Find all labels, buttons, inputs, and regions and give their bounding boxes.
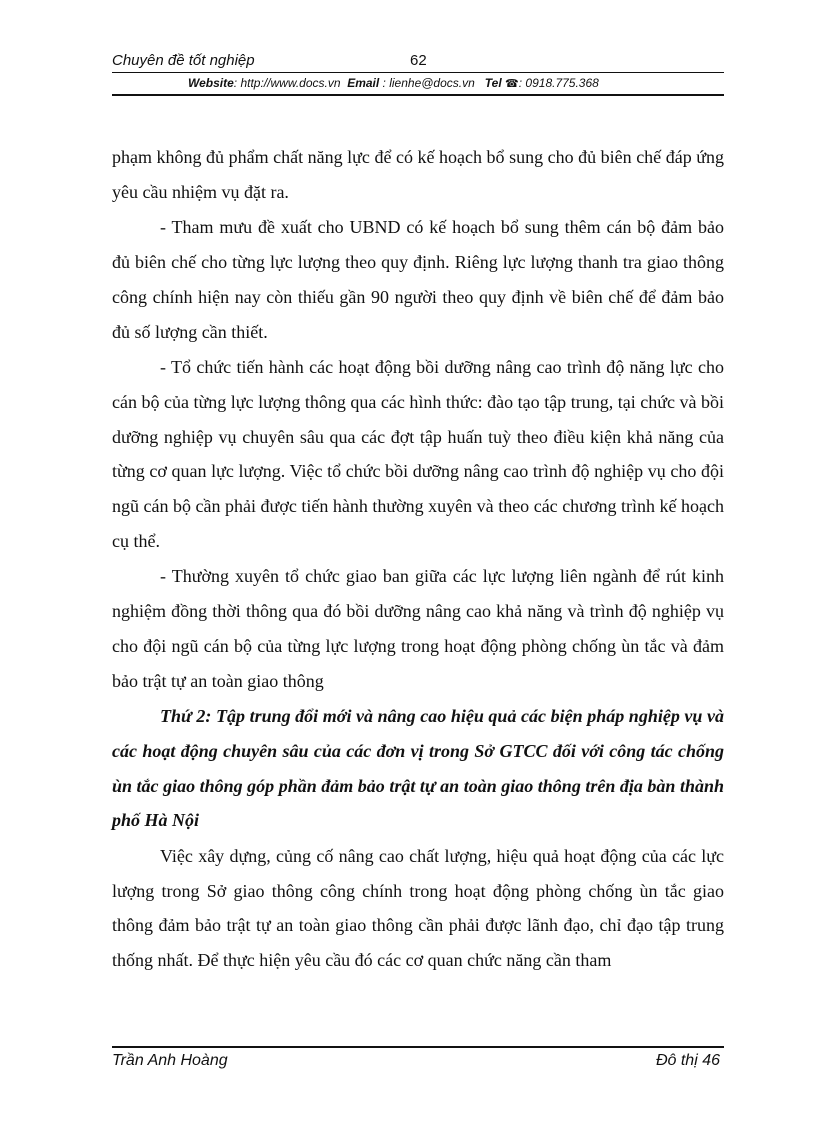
header-divider-bottom xyxy=(112,94,724,96)
page-number: 62 xyxy=(410,52,427,69)
footer-author: Trần Anh Hoàng xyxy=(112,1052,228,1069)
email-link[interactable]: : lienhe@docs.vn xyxy=(382,76,475,90)
email-label: Email xyxy=(347,76,380,90)
website-link[interactable]: : http://www.docs.vn xyxy=(233,76,341,90)
header-title: Chuyên đề tốt nghiệp xyxy=(112,52,255,69)
paragraph: - Tổ chức tiến hành các hoạt động bồi dưỡng nâng cao trình độ năng lực cho cán bộ của từng lực lượng thông qua các hình thức: đào tạo tập trung, tại chức và bồi dưỡng nghiệp vụ chuyên sâu qua các đợt tập huấn tuỳ theo điều kiện khả năng của từng cơ quan lực lượng. Việc tổ chức bồi dưỡng nâng cao trình độ nghiệp vụ cho đội ngũ cán bộ cần phải được tiến hành thường xuyên và theo các chương trình kế hoạch cụ thể. xyxy=(112,357,724,551)
website-label: Website xyxy=(188,76,234,90)
document-body xyxy=(112,140,724,978)
paragraph: Việc xây dựng, củng cố nâng cao chất lượng, hiệu quả hoạt động của các lực lượng trong Sở giao thông công chính trong hoạt động phòng chống ùn tắc giao thông đảm bảo trật tự an toàn giao thông cần phải được lãnh đạo, chỉ đạo tập trung thống nhất. Để thực hiện yêu cầu đó các cơ quan chức năng cần tham xyxy=(112,846,724,971)
paragraph: - Tham mưu đề xuất cho UBND có kế hoạch bổ sung thêm cán bộ đảm bảo đủ biên chế cho từng lực lượng theo quy định. Riêng lực lượng thanh tra giao thông công chính hiện nay còn thiếu gần 90 người theo quy định về biên chế để đảm bảo đủ số lượng cần thiết. xyxy=(112,217,724,342)
footer-class: Đô thị 46 xyxy=(655,1052,720,1069)
tel-label: Tel xyxy=(484,76,502,90)
phone-icon: ☎ xyxy=(505,78,519,90)
header-contact-line xyxy=(188,76,599,90)
page-header xyxy=(112,52,724,90)
header-divider-top xyxy=(112,72,724,73)
section-heading: Thứ 2: Tập trung đổi mới và nâng cao hiệu quả các biện pháp nghiệp vụ và các hoạt động chuyên sâu của các đơn vị trong Sở GTCC đối với công tác chống ùn tắc giao thông góp phần đảm bảo trật tự an toàn giao thông trên địa bàn thành phố Hà Nội xyxy=(112,706,724,831)
paragraph: - Thường xuyên tổ chức giao ban giữa các lực lượng liên ngành để rút kinh nghiệm đồng thời thông qua đó bồi dưỡng nâng cao khả năng và trình độ nghiệp vụ cho đội ngũ cán bộ của từng lực lượng trong hoạt động phòng chống ùn tắc và đảm bảo trật tự an toàn giao thông xyxy=(112,566,724,691)
tel-number: : 0918.775.368 xyxy=(518,76,599,90)
paragraph-continuation: phạm không đủ phẩm chất năng lực để có kế hoạch bổ sung cho đủ biên chế đáp ứng yêu cầu nhiệm vụ đặt ra. xyxy=(112,147,724,202)
footer-divider xyxy=(112,1046,724,1048)
